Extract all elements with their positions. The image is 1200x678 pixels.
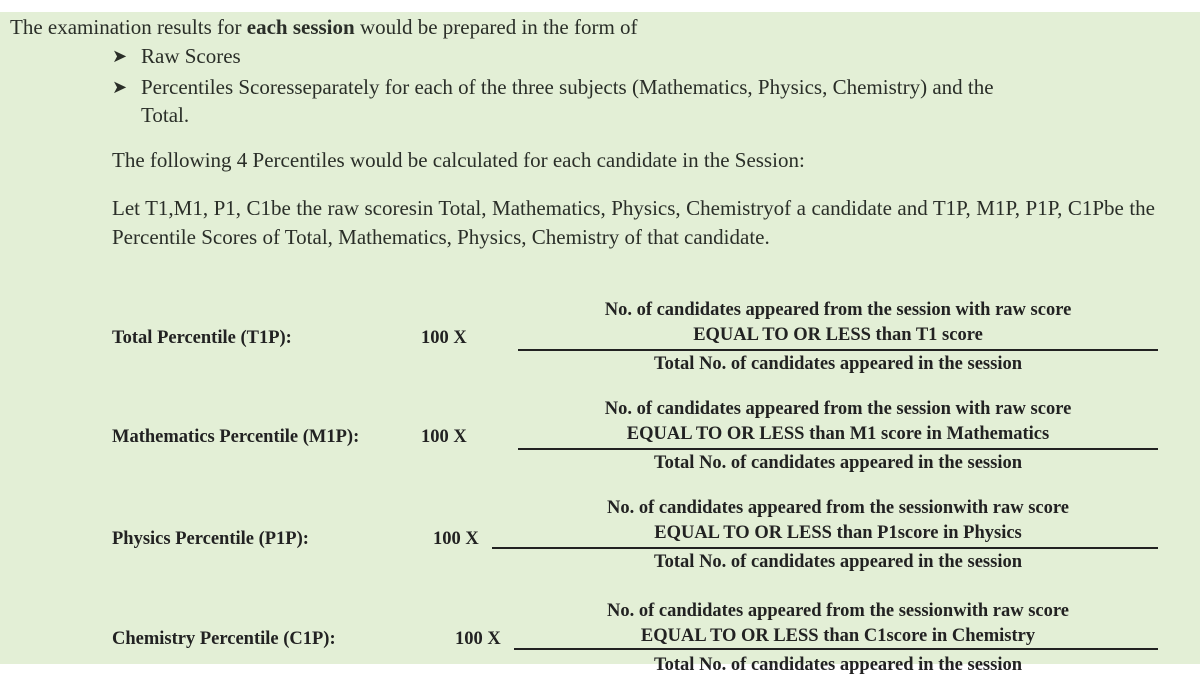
formula-numerator-1: No. of candidates appeared from the sessionwith raw score bbox=[607, 498, 1069, 518]
fraction-bar bbox=[492, 547, 1158, 549]
bullet-item: Percentiles Scoresseparately for each of the three subjects (Mathematics, Physics, Chemistry) and the bbox=[141, 75, 994, 99]
bullet-item-continued: Total. bbox=[141, 103, 190, 127]
formula-denominator: Total No. of candidates appeared in the session bbox=[654, 354, 1022, 374]
formula-denominator: Total No. of candidates appeared in the session bbox=[654, 655, 1022, 675]
fraction-bar bbox=[514, 648, 1158, 650]
formula-label: Total Percentile (T1P): bbox=[112, 328, 292, 348]
bullet-item: Raw Scores bbox=[141, 44, 241, 68]
formula-numerator-1: No. of candidates appeared from the session with raw score bbox=[604, 300, 1072, 320]
formula-denominator: Total No. of candidates appeared in the session bbox=[654, 552, 1022, 572]
fraction-bar bbox=[518, 448, 1158, 450]
formula-label: Physics Percentile (P1P): bbox=[112, 529, 309, 549]
formula-numerator-2: EQUAL TO OR LESS than C1score in Chemistry bbox=[640, 626, 1036, 646]
intro-line bbox=[10, 15, 638, 39]
let-paragraph: Let T1,M1, P1, C1be the raw scoresin Total, Mathematics, Physics, Chemistryof a candidate and T1P, M1P, P1P, C1Pbe the Percentile Scores of Total, Mathematics, Physics, Chemistry of that candidate. bbox=[112, 196, 1155, 249]
formula-multiplier: 100 X bbox=[421, 328, 467, 348]
formula-numerator-2: EQUAL TO OR LESS than T1 score bbox=[693, 325, 983, 345]
formula-multiplier: 100 X bbox=[455, 629, 501, 649]
document-page bbox=[0, 12, 1200, 675]
formula-numerator-2: EQUAL TO OR LESS than P1score in Physics bbox=[654, 523, 1022, 543]
formula-numerator-1: No. of candidates appeared from the sessionwith raw score bbox=[607, 601, 1069, 621]
formula-multiplier: 100 X bbox=[421, 427, 467, 447]
arrow-bullet-icon: ➤ bbox=[112, 77, 128, 97]
intro-text: The examination results for bbox=[10, 15, 247, 39]
following-text: The following 4 Percentiles would be calculated for each candidate in the Session: bbox=[112, 148, 805, 172]
formula-numerator-2: EQUAL TO OR LESS than M1 score in Mathematics bbox=[626, 424, 1050, 444]
formula-label: Mathematics Percentile (M1P): bbox=[112, 427, 360, 447]
formula-numerator-1: No. of candidates appeared from the session with raw score bbox=[604, 399, 1072, 419]
formula-denominator: Total No. of candidates appeared in the session bbox=[654, 453, 1022, 473]
formula-label: Chemistry Percentile (C1P): bbox=[112, 629, 336, 649]
intro-text-end: would be prepared in the form of bbox=[354, 15, 638, 39]
fraction-bar bbox=[518, 349, 1158, 351]
formula-multiplier: 100 X bbox=[433, 529, 479, 549]
intro-bold: each session bbox=[246, 15, 355, 39]
arrow-bullet-icon: ➤ bbox=[112, 46, 128, 66]
